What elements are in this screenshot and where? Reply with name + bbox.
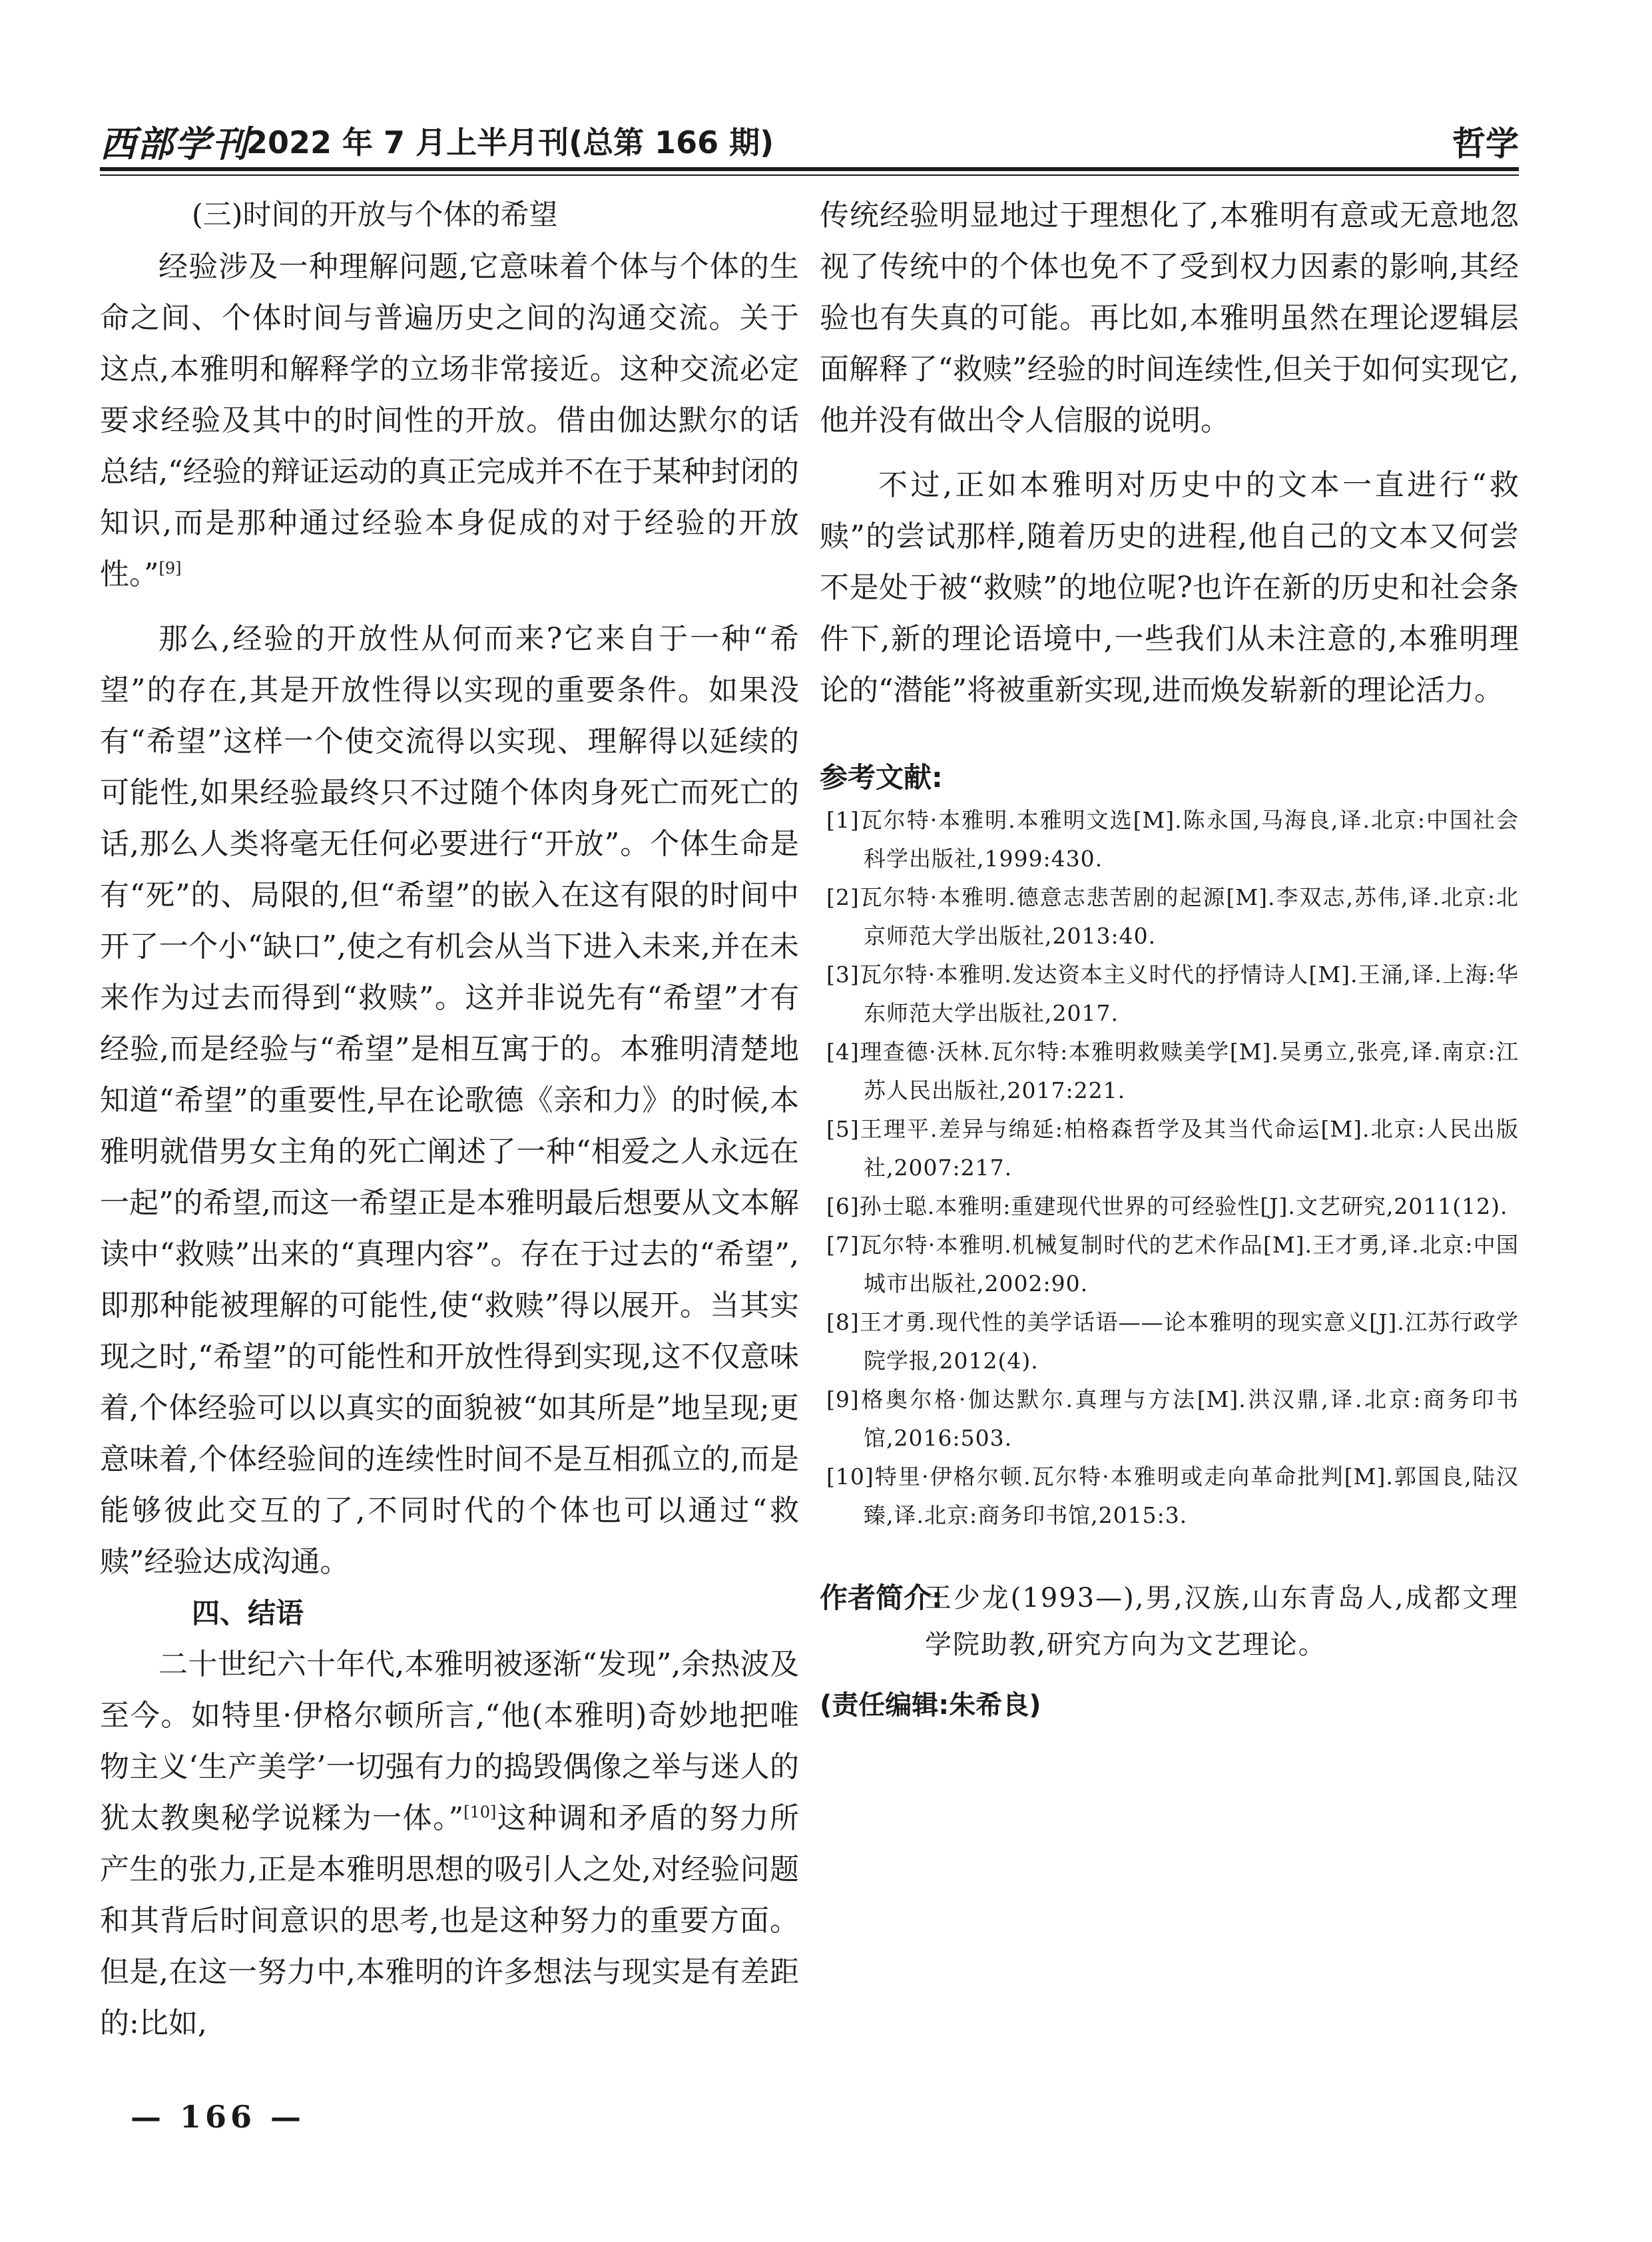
header-rule [100,167,1519,171]
running-header [100,112,1519,164]
author-bio [820,1575,1519,1668]
body-paragraph: 传统经验明显地过于理想化了,本雅明有意或无意地忽视了传统中的个体也免不了受到权力因素的影响,其经验也有失真的可能。再比如,本雅明虽然在理论逻辑层面解释了“救赎”经验的时间连续性,但关于如何实现它,他并没有做出令人信服的说明。 [820,198,1519,437]
journal-logo: 西部学刊 [100,123,249,165]
reference-item: [4]理查德·沃林.瓦尔特:本雅明救赎美学[M].吴勇立,张亮,译.南京:江苏人民出版社,2017:221. [826,1039,1519,1103]
reference-item: [10]特里·伊格尔顿.瓦尔特·本雅明或走向革命批判[M].郭国良,陆汉臻,译.北京:商务印书馆,2015:3. [826,1464,1519,1528]
author-text: 王少龙(1993—),男,汉族,山东青岛人,成都文理学院助教,研究方向为文艺理论。 [925,1583,1519,1660]
reference-item: [2]瓦尔特·本雅明.德意志悲苦剧的起源[M].李双志,苏伟,译.北京:北京师范大学出版社,2013:40. [826,884,1519,949]
page-number: — 166 — [131,2099,306,2135]
header-rule-thin [100,174,1519,176]
reference-item: [3]瓦尔特·本雅明.发达资本主义时代的抒情诗人[M].王涌,译.上海:华东师范大学出版社,2017. [826,962,1519,1026]
reference-item: [7]瓦尔特·本雅明.机械复制时代的艺术作品[M].王才勇,译.北京:中国城市出版社,2002:90. [826,1232,1519,1296]
subsection-heading: (三)时间的开放与个体的希望 [192,198,558,232]
section-heading: 四、结语 [192,1597,304,1629]
left-column [100,190,799,2049]
responsible-editor: (责任编辑:朱希良) [820,1690,1041,1721]
paragraph-text: 二十世纪六十年代,本雅明被逐渐“发现”,余热波及至今。如特里·伊格尔顿所言,“他(本雅明)奇妙地把唯物主义‘生产美学’一切强有力的捣毁偶像之举与迷人的犹太教奥秘学说糅为一体。” [100,1647,799,1835]
reference-item: [8]王才勇.现代性的美学话语——论本雅明的现实意义[J].江苏行政学院学报,2012(4). [826,1309,1519,1374]
reference-item: [9]格奥尔格·伽达默尔.真理与方法[M].洪汉鼎,译.北京:商务印书馆,2016:503. [826,1386,1519,1451]
reference-item: [6]孙士聪.本雅明:重建现代世界的可经验性[J].文艺研究,2011(12). [826,1193,1508,1219]
author-label: 作者简介: [820,1581,943,1614]
body-paragraph: 那么,经验的开放性从何而来?它来自于一种“希望”的存在,其是开放性得以实现的重要条件。如果没有“希望”这样一个使交流得以实现、理解得以延续的可能性,如果经验最终只不过随个体肉身死亡而死亡的话,那么人类将毫无任何必要进行“开放”。个体生命是有“死”的、局限的,但“希望”的嵌入在这有限的时间中开了一个小“缺口”,使之有机会从当下进入未来,并在未来作为过去而得到“救赎”。这并非说先有“希望”才有经验,而是经验与“希望”是相互寓于的。本雅明清楚地知道“希望”的重要性,早在论歌德《亲和力》的时候,本雅明就借男女主角的死亡阐述了一种“相爱之人永远在一起”的希望,而这一希望正是本雅明最后想要从文本解读中“救赎”出来的“真理内容”。存在于过去的“希望”,即那种能被理解的可能性,使“救赎”得以展开。当其实现之时,“希望”的可能性和开放性得到实现,这不仅意味着,个体经验可以以真实的面貌被“如其所是”地呈现;更意味着,个体经验间的连续性时间不是互相孤立的,而是能够彼此交互的了,不同时代的个体也可以通过“救赎”经验达成沟通。 [100,622,799,1579]
body-paragraph [100,241,799,600]
citation-marker: [10] [463,1803,497,1822]
paragraph-text: 经验涉及一种理解问题,它意味着个体与个体的生命之间、个体时间与普遍历史之间的沟通交流。关于这点,本雅明和解释学的立场非常接近。这种交流必定要求经验及其中的时间性的开放。借由伽达默尔的话总结,“经验的辩证运动的真正完成并不在于某种封闭的知识,而是那种通过经验本身促成的对于经验的开放性。” [100,250,799,591]
issue-info: 2022 年 7 月上半月刊(总第 166 期) [246,125,774,160]
citation-marker: [9] [158,559,182,578]
body-paragraph: 不过,正如本雅明对历史中的文本一直进行“救赎”的尝试那样,随着历史的进程,他自己的文本又何尝不是处于被“救赎”的地位呢?也许在新的历史和社会条件下,新的理论语境中,一些我们从未注意的,本雅明理论的“潜能”将被重新实现,进而焕发崭新的理论活力。 [820,468,1519,707]
reference-item: [1]瓦尔特·本雅明.本雅明文选[M].陈永国,马海良,译.北京:中国社会科学出版社,1999:430. [826,807,1519,872]
reference-list [820,801,1519,1535]
right-column [820,190,1519,1731]
body-paragraph [100,1639,799,2049]
section-name: 哲学 [1452,125,1519,163]
paragraph-text: 这种调和矛盾的努力所产生的张力,正是本雅明思想的吸引人之处,对经验问题和其背后时间意识的思考,也是这种努力的重要方面。但是,在这一努力中,本雅明的许多想法与现实是有差距的:比如, [100,1801,799,2040]
reference-item: [5]王理平.差异与绵延:柏格森哲学及其当代命运[M].北京:人民出版社,2007:217. [826,1116,1519,1181]
references-heading: 参考文献: [820,761,943,794]
